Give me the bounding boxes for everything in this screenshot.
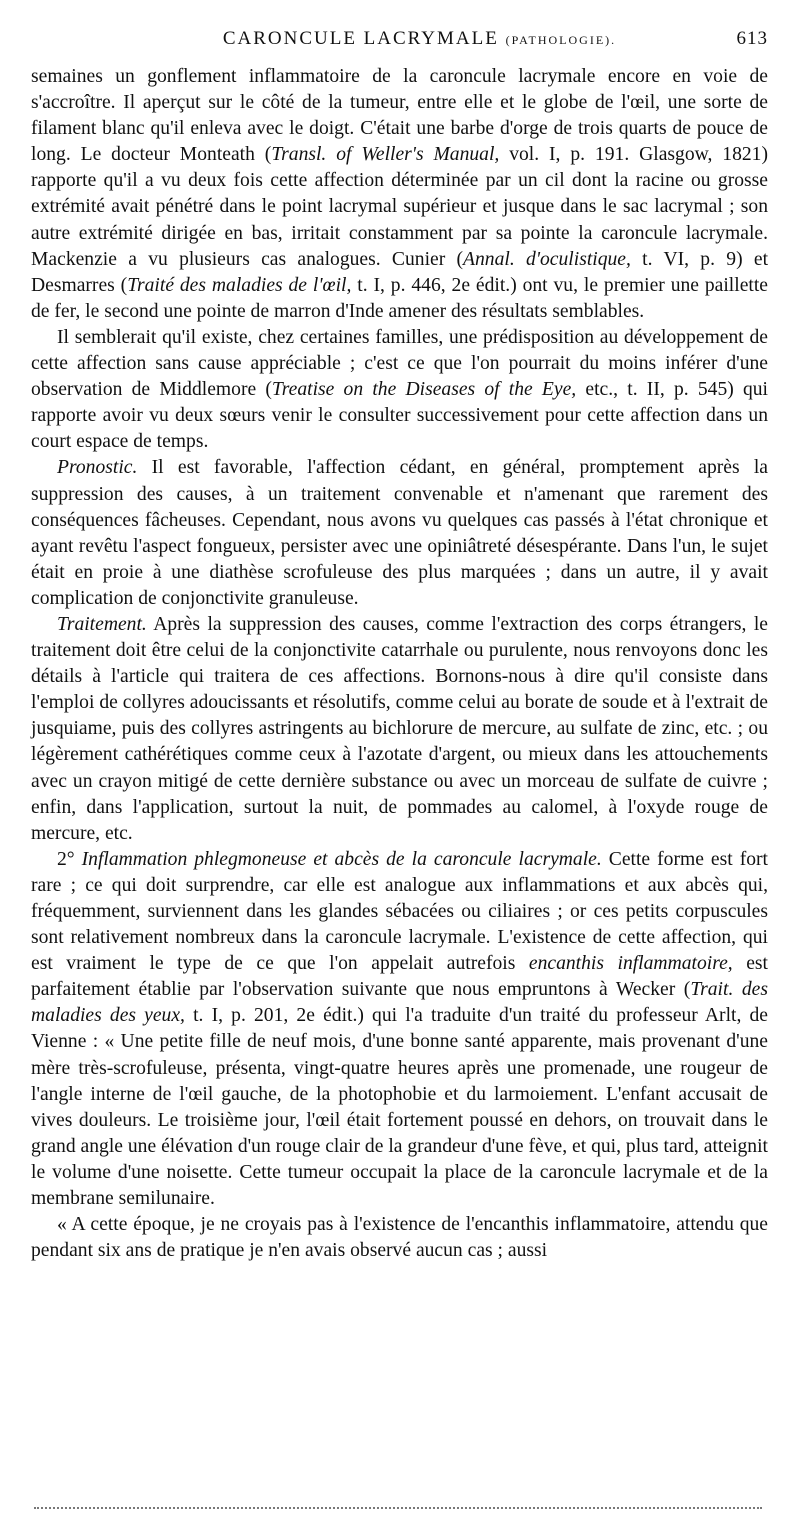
term-encanthis: encanthis inflammatoire, [528,953,733,975]
section-heading-traitement: Traitement. [57,613,147,635]
text-run: t. I, p. 201, 2e édit.) qui l'a traduite d'un traité du professeur Arlt, de Vienne : « Une petite fille de neuf mois, d'une bonne santé apparente, mais provenant d'une mère très-scrofuleuse, présenta, vingt-quatre heures après une promenade, une rougeur de l'angle interne de l'œil gauche, de la photophobie et du larmoiement. L'enfant accusait de vives douleurs. Le troisième jour, l'œil était fortement poussé en dehors, on trouvait dans le grand angle une élévation d'un rouge clair de la grandeur d'une fève, et qui, plus tard, atteignit le volume d'une noisette. Cette tumeur occupait la place de la caroncule lacrymale et de la membrane semilunaire. [31,1005,768,1210]
section-heading-pronostic: Pronostic. [57,457,138,479]
text-run: Il est favorable, l'affection cédant, en général, promptement après la suppression des causes, à un traitement convenable et n'amenant que rarement des conséquences fâcheuses. Cependant, nous avons vu quelques cas passés à l'état chronique et ayant revêtu l'aspect fongueux, persister avec une opiniâtreté désespérante. Dans l'un, le sujet était en proie à une diathèse scrofuleuse des plus marquées ; dans un autre, il y avait complication de conjonctivite granuleuse. [31,457,768,609]
citation-title: Annal. d'oculistique, [463,248,631,270]
running-subtitle: (PATHOLOGIE). [505,33,617,47]
running-head [31,28,768,54]
text-run: est parfaitement établie par l'observation suivante que nous empruntons à Wecker ( [31,953,768,1001]
paragraph-quotation [31,1212,768,1264]
running-title-text: CARONCULE LACRYMALE [222,28,499,49]
paragraph-traitement [31,612,768,847]
section-heading-inflammation: Inflammation phlegmoneuse et abcès de la caroncule lacrymale. [81,848,602,870]
text-run: t. I, p. 446, 2e édit.) ont vu, le premier une paillette de fer, le second une pointe de marron d'Inde amener des résultats semblables. [31,274,768,322]
citation-title: Treatise on the Diseases of the Eye, [271,379,577,401]
paragraph-predisposition [31,325,768,455]
paragraph-monteath [31,64,768,325]
text-run: vol. I, p. 191. Glasgow, 1821) rapporte qu'il a vu deux fois cette affection déterminée par un cil dont la racine ou grosse extrémité avait pénétré dans le point lacrymal supérieur et jusque dans le sac lacrymal ; son autre extrémité dirigée en bas, irritait constamment par sa pointe la caroncule lacrymale. Mackenzie a vu plusieurs cas analogues. Cunier ( [31,144,768,270]
citation-title: Traité des maladies de l'œil, [127,274,352,296]
text-run: « A cette époque, je ne croyais pas à l'existence de l'encanthis inflammatoire, attendu que pendant six ans de pratique je n'en avais observé aucun cas ; aussi [31,1214,768,1262]
body-text [31,64,768,1264]
text-run: semaines un gonflement inflammatoire de la caroncule lacrymale encore en voie de s'accroître. Il aperçut sur le côté de la tumeur, entre elle et le globe de l'œil, une sorte de filament blanc qu'il enleva avec le doigt. C'était une barbe d'orge de trois quarts de pouce de long. Le docteur Monteath ( [31,66,768,166]
running-title [223,28,616,50]
citation-title: Trait. des maladies des yeux, [31,979,768,1027]
page-number: 613 [736,28,768,49]
paragraph-inflammation-phlegmoneuse [31,847,768,1212]
text-run: Après la suppression des causes, comme l'extraction des corps étrangers, le traitement doit être celui de la conjonctivite catarrhale ou purulente, nous renvoyons donc les détails à l'article qui traitera de ces affections. Bornons-nous à dire qu'il consiste dans l'emploi de collyres adoucissants et résolutifs, comme celui au borate de soude et à l'extrait de jusquiame, puis des collyres astringents au bichlorure de mercure, au sulfate de zinc, etc. ; ou légèrement cathérétiques comme ceux à l'azotate d'argent, ou mieux dans les attouchements avec un crayon mitigé de cette dernière substance ou avec un morceau de sulfate de cuivre ; enfin, dans l'application, surtout la nuit, de pommades au calomel, à l'oxyde rouge de mercure, etc. [31,613,768,844]
text-run: Cette forme est fort rare ; ce qui doit surprendre, car elle est analogue aux inflammations et aux abcès qui, fréquemment, surviennent dans les glandes sébacées ou ciliaires ; or ces petits corpuscules sont relativement nombreux dans la caroncule lacrymale. L'existence de cette affection, qui est vraiment le type de ce que l'on appelait autrefois [31,848,768,975]
section-number: 2° [57,848,82,870]
book-page [31,28,768,1264]
text-run: Il semblerait qu'il existe, chez certaines familles, une prédisposition au développement de cette affection sans cause appréciable ; c'est ce que l'on pourrait du moins inférer d'une observation de Middlemore ( [31,326,768,401]
text-run: t. VI, p. 9) et Desmarres ( [31,248,769,296]
text-run: etc., t. II, p. 545) qui rapporte avoir vu deux sœurs venir le consulter successivement pour cette affection dans un court espace de temps. [31,379,769,453]
paragraph-pronostic [31,455,768,612]
footer-dotted-rule [34,1507,762,1509]
citation-title: Transl. of Weller's Manual, [271,144,500,166]
